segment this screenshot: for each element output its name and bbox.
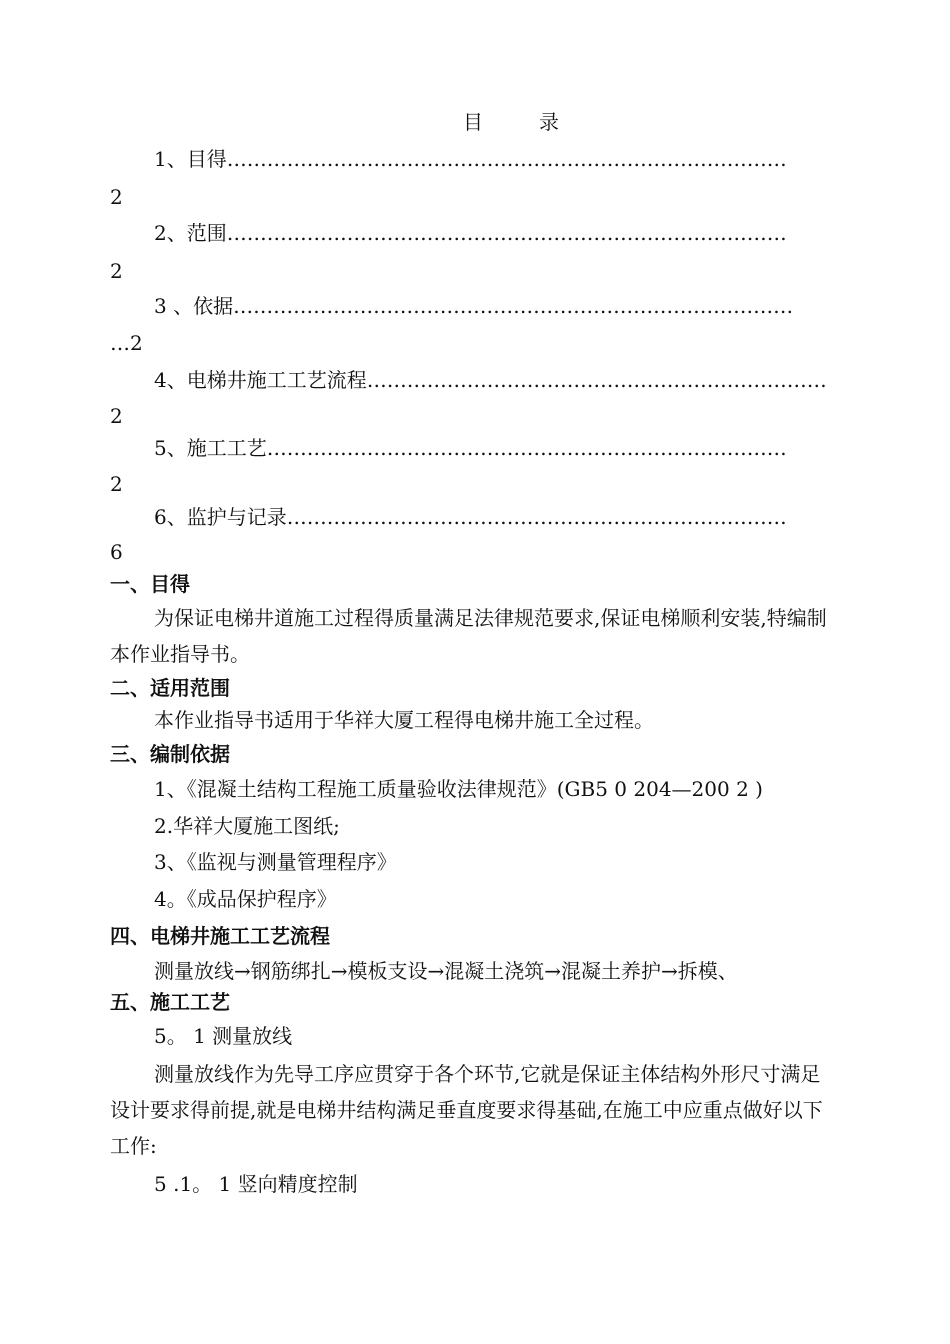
toc-entry-page: 2 [110, 185, 123, 209]
section-1-body: 为保证电梯井道施工过程得质量满足法律规范要求,保证电梯顺利安装,特编制本作业指导书。 [110, 606, 827, 666]
toc-leader-dots: …………………………………………………………… [366, 368, 827, 392]
reference-item: 1、《混凝土结构工程施工质量验收法律规范》(GB5 0 204—200 2 ) [154, 777, 763, 801]
toc-entry[interactable] [154, 294, 840, 318]
toc-entry[interactable] [154, 221, 840, 245]
section-2-body: 本作业指导书适用于华祥大厦工程得电梯井施工全过程。 [154, 708, 654, 732]
toc-entry-label: 3 、依据 [154, 294, 234, 318]
toc-entry-label: 6、监护与记录 [154, 505, 287, 529]
toc-entry-page: 6 [110, 540, 123, 564]
reference-item: 3、《监视与测量管理程序》 [154, 850, 397, 874]
section-heading-2: 二、适用范围 [110, 676, 230, 700]
toc-entry-label: 4、电梯井施工工艺流程 [154, 368, 367, 392]
toc-leader-dots: ………………………………………………………………… [286, 505, 787, 529]
section-heading-3: 三、编制依据 [110, 742, 230, 766]
toc-entry-label: 5、施工工艺 [154, 436, 267, 460]
subsection-title: 5。 1 测量放线 [154, 1024, 293, 1048]
toc-entry-page: 2 [110, 472, 123, 496]
toc-entry[interactable] [154, 436, 840, 460]
toc-entry[interactable] [154, 147, 840, 171]
toc-entry-label: 2、范围 [154, 221, 227, 245]
process-flow: 测量放线→钢筋绑扎→模板支设→混凝土浇筑→混凝土养护→拆模、 [154, 959, 738, 983]
toc-entry-page: 2 [110, 404, 123, 428]
reference-item: 2.华祥大厦施工图纸; [154, 814, 340, 838]
section-heading-1: 一、目得 [110, 572, 190, 596]
toc-leader-dots: ………………………………………………………………………… [233, 294, 794, 318]
subsection-title: 5 .1。 1 竖向精度控制 [154, 1172, 358, 1196]
toc-leader-dots: …………………………………………………………………… [266, 436, 787, 460]
toc-entry-page: 2 [110, 259, 123, 283]
toc-leader-dots: ………………………………………………………………………… [226, 147, 787, 171]
toc-leader-dots: ………………………………………………………………………… [226, 221, 787, 245]
toc-entry-label: 1、目得 [154, 147, 227, 171]
toc-title: 目 录 [463, 110, 577, 134]
section-5-body: 测量放线作为先导工序应贯穿于各个环节,它就是保证主体结构外形尺寸满足设计要求得前提,就是电梯井结构满足垂直度要求得基础,在施工中应重点做好以下工作: [110, 1062, 823, 1158]
section-heading-5: 五、施工工艺 [110, 990, 230, 1014]
reference-item: 4。《成品保护程序》 [154, 887, 337, 911]
toc-entry[interactable] [154, 505, 840, 529]
toc-entry-page: …2 [110, 331, 143, 355]
section-heading-4: 四、电梯井施工工艺流程 [110, 924, 330, 948]
toc-entry[interactable] [154, 368, 840, 392]
